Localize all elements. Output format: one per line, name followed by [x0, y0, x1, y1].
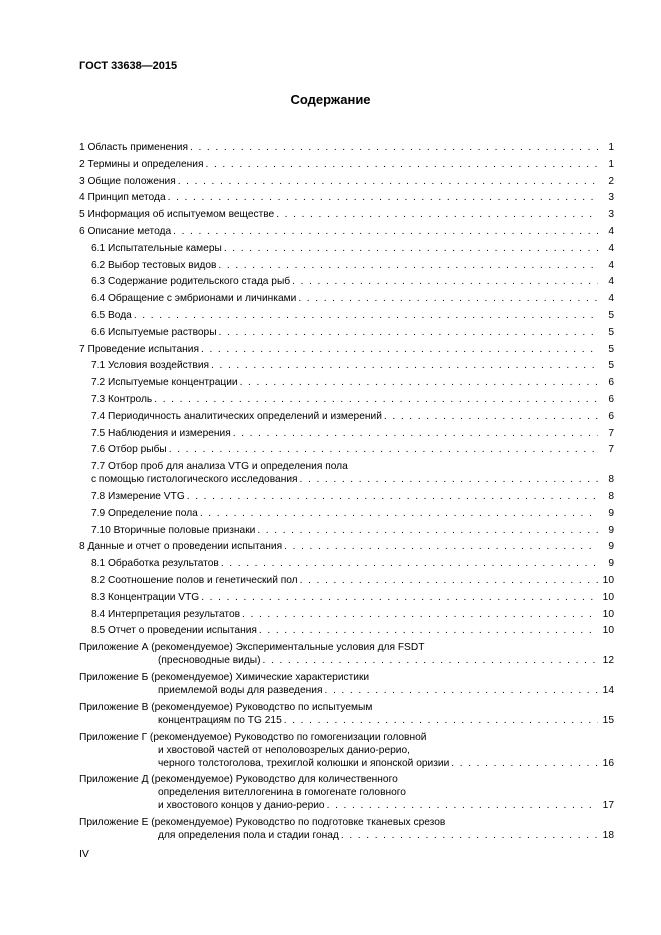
dot-leader: [341, 829, 598, 842]
toc-entry-title: 2 Термины и определения: [79, 158, 204, 170]
toc-entry-title: концентрациям по TG 215: [158, 714, 282, 726]
dot-leader: [187, 490, 598, 503]
toc-page-number: 9: [608, 524, 614, 536]
dot-leader: [190, 141, 598, 154]
toc-page-number: 5: [608, 343, 614, 355]
toc-entry[interactable]: [79, 773, 614, 812]
toc-page-number: 9: [608, 558, 614, 570]
toc-page-number: 7: [608, 444, 614, 456]
toc-page-number: 5: [608, 360, 614, 372]
dot-leader: [211, 359, 598, 372]
toc-entry[interactable]: [79, 343, 614, 356]
toc-page-number: 4: [608, 226, 614, 237]
toc-entry[interactable]: [79, 540, 614, 553]
toc-page-number: 10: [602, 591, 614, 603]
toc-page-number: 6: [608, 394, 614, 405]
toc-page-number: 10: [602, 575, 614, 586]
toc-page-number: 5: [608, 326, 614, 338]
toc-entry-title: 7.8 Измерение VTG: [91, 491, 185, 502]
dot-leader: [300, 574, 598, 587]
toc-entry[interactable]: [91, 393, 614, 406]
toc-entry-line: Приложение Б (рекомендуемое) Химические характеристики: [79, 672, 370, 683]
toc-entry-title: 6 Описание метода: [79, 226, 172, 237]
dot-leader: [263, 654, 598, 667]
toc-page-number: 1: [608, 158, 614, 170]
toc-entry-title: 6.3 Содержание родительского стада рыб: [91, 276, 291, 288]
dot-leader: [173, 225, 598, 238]
toc-entry[interactable]: [79, 208, 614, 221]
dot-leader: [168, 191, 598, 204]
toc-entry[interactable]: [79, 158, 614, 171]
toc-entry-title: 6.6 Испытуемые растворы: [91, 326, 217, 338]
toc-entry-title: 7.10 Вторичные половые признаки: [91, 524, 256, 536]
toc-entry[interactable]: [91, 309, 614, 322]
dot-leader: [233, 427, 598, 440]
toc-entry-title: 7.2 Испытуемые концентрации: [91, 377, 238, 389]
toc-page-number: 9: [608, 541, 614, 553]
toc-entry-line: 7.7 Отбор проб для анализа VTG и определения пола: [91, 461, 348, 473]
toc-page-number: 1: [608, 142, 614, 153]
dot-leader: [451, 757, 598, 770]
toc-entry[interactable]: [91, 608, 614, 621]
toc-page-number: 3: [608, 209, 614, 221]
toc-entry[interactable]: [91, 524, 614, 537]
toc-entry[interactable]: [91, 242, 614, 255]
toc-entry[interactable]: [79, 816, 614, 842]
toc-entry[interactable]: [91, 410, 614, 423]
dot-leader: [205, 158, 598, 171]
toc-entry-title: 8.4 Интерпретация результатов: [91, 608, 241, 620]
toc-entry[interactable]: [91, 443, 614, 456]
toc-page-number: 6: [608, 410, 614, 422]
toc-entry-title: 7.4 Периодичность аналитических определений и измерений: [91, 410, 382, 422]
document-code: ГОСТ 33638—2015: [79, 60, 178, 72]
dot-leader: [221, 557, 598, 570]
dot-leader: [134, 309, 598, 322]
page-number: IV: [79, 848, 89, 860]
dot-leader: [384, 410, 598, 423]
toc-entry-line: определения вителлогенина в гомогенате головного: [158, 787, 406, 799]
toc-entry-title: для определения пола и стадии гонад: [158, 830, 339, 842]
toc-entry[interactable]: [79, 191, 614, 204]
toc-entry[interactable]: [91, 591, 614, 604]
toc-entry-title: 1 Область применения: [79, 142, 188, 153]
toc-page-number: 8: [608, 491, 614, 502]
toc-page-number: 15: [602, 714, 614, 726]
toc-page-number: 8: [608, 474, 614, 486]
toc-page-number: 17: [602, 800, 614, 812]
dot-leader: [200, 507, 598, 520]
dot-leader: [201, 343, 598, 356]
toc-entry[interactable]: [91, 326, 614, 339]
toc-page-number: 5: [608, 310, 614, 321]
toc-entry-title: 6.4 Обращение с эмбрионами и личинками: [91, 293, 297, 305]
toc-entry-title: 6.1 Испытательные камеры: [91, 242, 222, 254]
toc-entry-title: черного толстоголова, трехиглой колюшки и японской оризии: [158, 757, 450, 769]
dot-leader: [259, 624, 598, 637]
toc-entry-title: 3 Общие положения: [79, 175, 176, 187]
dot-leader: [218, 259, 598, 272]
toc-entry-title: 6.5 Вода: [91, 310, 132, 321]
dot-leader: [169, 443, 598, 456]
toc-page-number: 4: [608, 259, 614, 271]
toc-title: Содержание: [290, 92, 371, 107]
toc-page-number: 4: [608, 276, 614, 288]
toc-entry[interactable]: [91, 376, 614, 389]
toc-entry-title: 8 Данные и отчет о проведении испытания: [79, 541, 283, 553]
toc-entry-title: 8.1 Обработка результатов: [91, 558, 219, 570]
dot-leader: [154, 393, 598, 406]
toc-entry-title: 7.1 Условия воздействия: [91, 360, 210, 372]
dot-leader: [224, 242, 598, 255]
toc-entry-title: 8.5 Отчет о проведении испытания: [91, 625, 257, 637]
dot-leader: [240, 376, 598, 389]
toc-entry[interactable]: [91, 574, 614, 587]
toc-entry-title: 7.5 Наблюдения и измерения: [91, 427, 231, 439]
toc-entry-title: 4 Принцип метода: [79, 192, 166, 204]
toc-page-number: 4: [608, 293, 614, 305]
toc-entry[interactable]: [91, 507, 614, 520]
toc-entry[interactable]: [91, 292, 614, 305]
toc-page-number: 16: [602, 757, 614, 769]
dot-leader: [242, 608, 598, 621]
toc-entry-title: 8.2 Соотношение полов и генетический пол: [91, 575, 298, 586]
toc-entry-title: 7.6 Отбор рыбы: [91, 444, 167, 456]
dot-leader: [219, 326, 598, 339]
dot-leader: [325, 684, 599, 697]
toc-page-number: 4: [608, 242, 614, 254]
toc-entry[interactable]: [79, 641, 614, 667]
dot-leader: [276, 208, 598, 221]
dot-leader: [298, 292, 598, 305]
toc-entry-title: 8.3 Концентрации VTG: [91, 591, 200, 603]
toc-entry-title: и хвостового концов у данио-рерио: [158, 800, 325, 812]
toc-entry[interactable]: [79, 731, 614, 770]
toc-entry-line: Приложение В (рекомендуемое) Руководство по испытуемым: [79, 701, 373, 713]
toc-entry[interactable]: [91, 359, 614, 372]
toc-page-number: 12: [602, 655, 614, 667]
toc-page-number: 9: [608, 507, 614, 519]
toc-entry-title: 5 Информация об испытуемом веществе: [79, 209, 275, 221]
toc-page-number: 7: [608, 427, 614, 439]
toc-page-number: 10: [602, 608, 614, 620]
toc-entry-title: 7.3 Контроль: [91, 394, 153, 405]
toc-entry[interactable]: [79, 175, 614, 188]
dot-leader: [178, 175, 598, 188]
toc-entry-line: Приложение Г (рекомендуемое) Руководство по гомогенизации головной: [79, 731, 427, 743]
toc-entry-line: Приложение Е (рекомендуемое) Руководство по подготовке тканевых срезов: [79, 817, 446, 829]
toc-entry[interactable]: [91, 460, 614, 486]
dot-leader: [257, 524, 598, 537]
toc-entry-title: 7 Проведение испытания: [79, 343, 199, 355]
toc-entry[interactable]: [91, 557, 614, 570]
toc-entry-line: Приложение А (рекомендуемое) Экспериментальные условия для FSDT: [79, 642, 425, 654]
toc-entry-line: Приложение Д (рекомендуемое) Руководство для количественного: [79, 774, 398, 786]
dot-leader: [284, 714, 598, 727]
toc-entry[interactable]: [79, 225, 614, 238]
toc-entry[interactable]: [91, 259, 614, 272]
toc-entry[interactable]: [91, 427, 614, 440]
dot-leader: [201, 591, 598, 604]
dot-leader: [300, 473, 598, 486]
toc-entry[interactable]: [91, 275, 614, 288]
toc-entry-title: 6.2 Выбор тестовых видов: [91, 259, 217, 271]
toc-entry-title: приемлемой воды для разведения: [158, 685, 323, 696]
toc-entry-line: и хвостовой частей от неполовозрелых данио-рерио,: [158, 744, 410, 756]
toc-page-number: 10: [602, 625, 614, 637]
toc-entry-title: с помощью гистологического исследования: [91, 474, 298, 486]
dot-leader: [327, 799, 598, 812]
toc-entry-title: 7.9 Определение пола: [91, 507, 198, 519]
dot-leader: [292, 275, 598, 288]
toc-entry[interactable]: [79, 671, 614, 697]
toc-page-number: 3: [608, 192, 614, 204]
toc-entry-title: (пресноводные виды): [158, 655, 261, 667]
toc-entry[interactable]: [79, 701, 614, 727]
toc-page-number: 14: [602, 685, 614, 696]
toc-entry[interactable]: [91, 624, 614, 637]
toc-page-number: 18: [602, 830, 614, 842]
toc-page-number: 2: [608, 175, 614, 187]
toc-entry[interactable]: [79, 141, 614, 154]
toc-entry[interactable]: [91, 490, 614, 503]
dot-leader: [284, 540, 598, 553]
toc-page-number: 6: [608, 377, 614, 389]
